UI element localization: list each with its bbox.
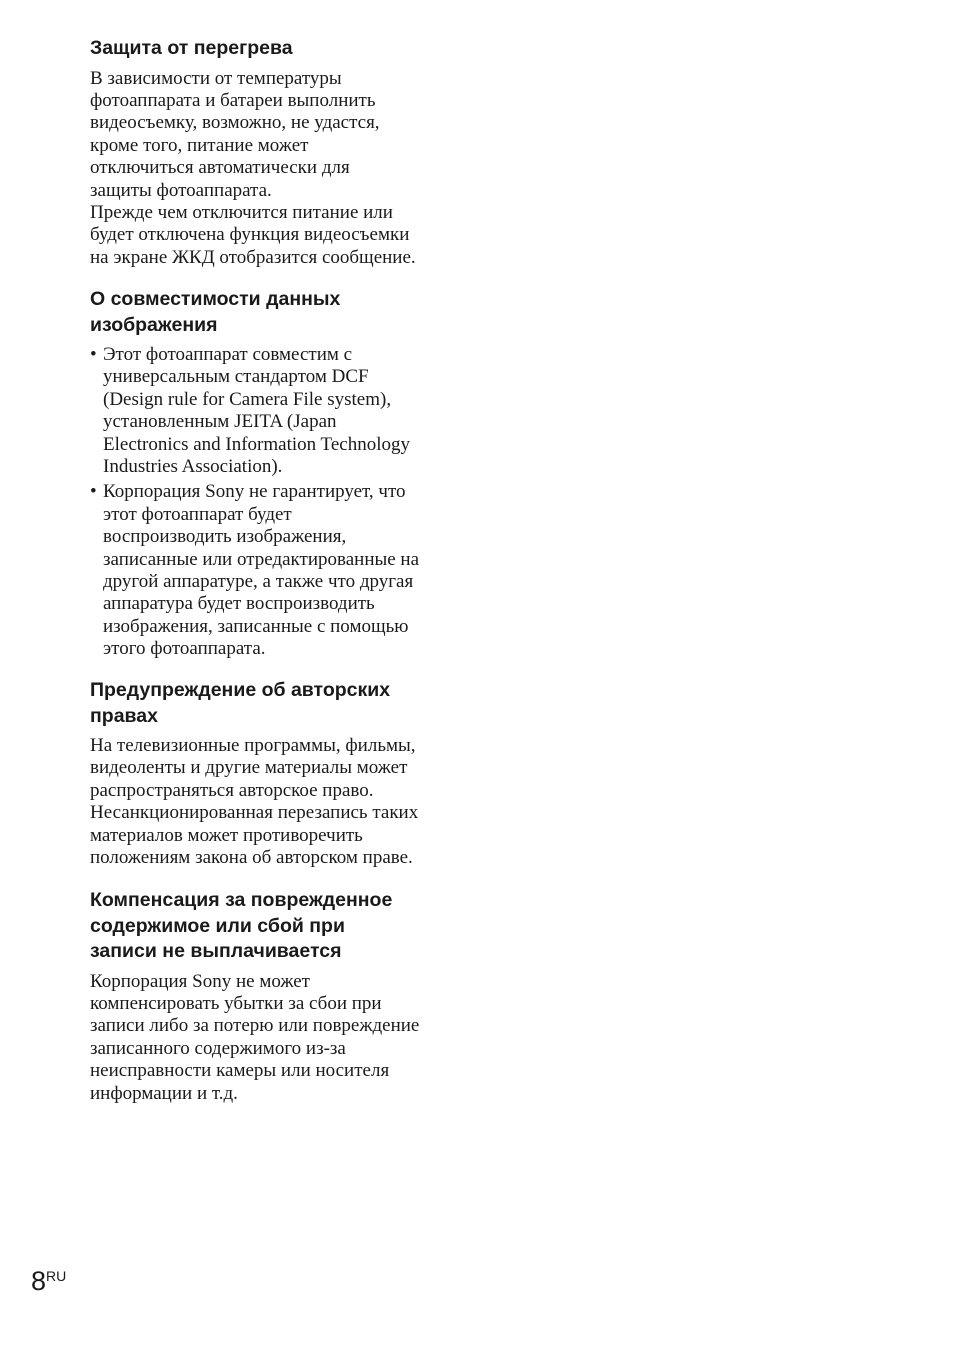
bullet-list	[90, 344, 470, 661]
body-line: записи либо за потерю или повреждение	[90, 1015, 420, 1037]
body-line: Корпорация Sony не может	[90, 970, 310, 992]
body-line: отключиться автоматически для	[90, 157, 350, 179]
body-line: универсальным стандартом DCF	[103, 366, 369, 388]
body-line: Прежде чем отключится питание или	[90, 201, 393, 223]
body-line: Несанкционированная перезапись таких	[90, 802, 419, 824]
body-line: Industries Association).	[103, 456, 283, 478]
heading-line: правах	[90, 704, 158, 727]
section-compensation	[90, 888, 470, 1105]
body-line: Electronics and Information Technology	[103, 433, 410, 455]
body-line: другой аппаратуре, а также что другая	[103, 571, 414, 593]
bullet-item	[90, 481, 470, 660]
page-number-value: 8	[31, 1266, 47, 1296]
heading-line: Компенсация за поврежденное	[90, 889, 393, 911]
heading-line: изображения	[90, 313, 218, 336]
body-line: записанного содержимого из-за	[90, 1037, 346, 1059]
section-compatibility	[90, 287, 470, 661]
section-heading	[90, 888, 470, 965]
heading-line: содержимое или сбой при	[90, 914, 345, 937]
body-line: материалов может противоречить	[90, 824, 363, 846]
section-body	[90, 735, 470, 869]
body-line: фотоаппарата и батареи выполнить	[90, 89, 376, 111]
body-line: защиты фотоаппарата.	[90, 179, 272, 201]
section-heading	[90, 287, 470, 338]
body-line: информации и т.д.	[90, 1082, 238, 1104]
page-lang: RU	[46, 1268, 67, 1284]
page-number	[31, 1266, 66, 1297]
section-body	[90, 971, 470, 1105]
body-line: воспроизводить изображения,	[103, 526, 347, 548]
bullet-icon: •	[90, 344, 97, 365]
bullet-item	[90, 344, 470, 478]
body-line: изображения, записанные с помощью	[103, 615, 409, 637]
section-body	[90, 68, 470, 270]
heading-line: Защита от перегрева	[90, 37, 293, 59]
body-line: положениям закона об авторском праве.	[90, 847, 413, 869]
section-copyright	[90, 678, 470, 869]
body-line: этот фотоаппарат будет	[103, 503, 292, 525]
heading-line: О совместимости данных	[90, 288, 341, 310]
body-line: неисправности камеры или носителя	[90, 1060, 390, 1082]
heading-line: записи не выплачивается	[90, 940, 342, 962]
heading-line: Предупреждение об авторских	[90, 679, 391, 701]
body-line: (Design rule for Camera File system),	[103, 388, 392, 410]
body-line: компенсировать убытки за сбои при	[90, 992, 382, 1014]
bullet-icon: •	[90, 481, 97, 503]
body-line: На телевизионные программы, фильмы,	[90, 735, 416, 756]
section-overheating	[90, 36, 470, 269]
section-heading	[90, 36, 470, 62]
body-line: установленным JEITA (Japan	[103, 411, 337, 433]
body-line: Этот фотоаппарат совместим с	[103, 344, 353, 365]
section-heading	[90, 678, 470, 729]
body-line: будет отключена функция видеосъемки	[90, 224, 410, 246]
body-line: видеосъемку, возможно, не удастся,	[90, 112, 380, 134]
body-line: записанные или отредактированные на	[103, 548, 420, 570]
body-line: на экране ЖКД отобразится сообщение.	[90, 246, 416, 268]
body-line: видеоленты и другие материалы может	[90, 757, 408, 779]
body-line: кроме того, питание может	[90, 134, 309, 156]
body-line: распространяться авторское право.	[90, 779, 374, 801]
body-line: Корпорация Sony не гарантирует, что	[103, 481, 406, 503]
body-line: аппаратура будет воспроизводить	[103, 593, 375, 615]
body-line: В зависимости от температуры	[90, 67, 342, 89]
body-line: этого фотоаппарата.	[103, 638, 266, 660]
